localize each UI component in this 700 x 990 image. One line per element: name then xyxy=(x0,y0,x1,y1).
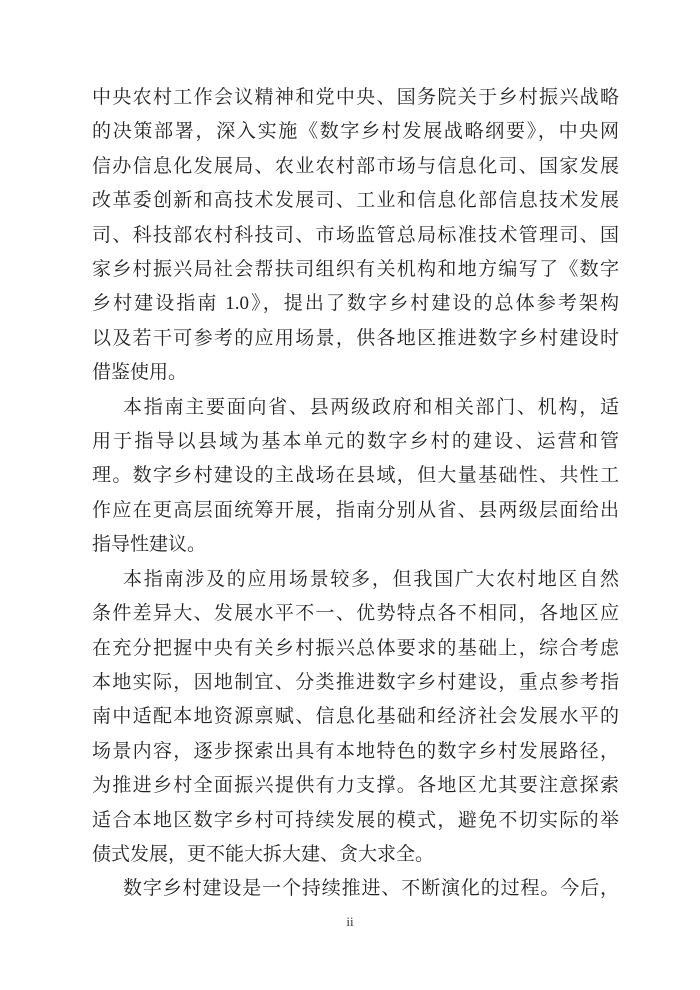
text-line: 信办信息化发展局、农业农村部市场与信息化司、国家发展 xyxy=(92,155,619,177)
text-line: 改革委创新和高技术发展司、工业和信息化部信息技术发展 xyxy=(92,190,619,212)
text-line: 场景内容，逐步探索出具有本地特色的数字乡村发展路径， xyxy=(92,740,619,762)
text-line: 家乡村振兴局社会帮扶司组织有关机构和地方编写了《数字 xyxy=(92,259,619,281)
paragraph xyxy=(92,563,619,873)
text-line: 在充分把握中央有关乡村振兴总体要求的基础上，综合考虑 xyxy=(92,637,619,659)
paragraph xyxy=(92,81,619,391)
page-footer xyxy=(0,914,700,930)
text-line: 乡村建设指南 1.0》，提出了数字乡村建设的总体参考架构 xyxy=(92,293,619,315)
paragraph xyxy=(92,872,619,906)
document-body xyxy=(92,81,619,907)
text-line: 适合本地区数字乡村可持续发展的模式，避免不切实际的举 xyxy=(92,809,619,831)
text-line: 中央农村工作会议精神和党中央、国务院关于乡村振兴战略 xyxy=(92,87,619,108)
text-line: 本指南主要面向省、县两级政府和相关部门、机构，适 xyxy=(123,396,619,418)
text-line: 借鉴使用。 xyxy=(92,362,188,384)
text-line: 以及若干可参考的应用场景，供各地区推进数字乡村建设时 xyxy=(92,327,619,349)
text-line: 条件差异大、发展水平不一、优势特点各不相同，各地区应 xyxy=(92,603,619,625)
text-line: 用于指导以县域为基本单元的数字乡村的建设、运营和管 xyxy=(92,431,619,453)
text-line: 南中适配本地资源禀赋、信息化基础和经济社会发展水平的 xyxy=(92,706,619,728)
text-line: 司、科技部农村科技司、市场监管总局标准技术管理司、国 xyxy=(92,224,619,246)
text-line: 指导性建议。 xyxy=(92,534,207,556)
text-line: 数字乡村建设是一个持续推进、不断演化的过程。今后， xyxy=(123,878,619,900)
text-line: 的决策部署，深入实施《数字乡村发展战略纲要》，中央网 xyxy=(92,121,619,143)
text-line: 本指南涉及的应用场景较多，但我国广大农村地区自然 xyxy=(123,568,619,590)
text-line: 为推进乡村全面振兴提供有力支撑。各地区尤其要注意探索 xyxy=(92,775,619,797)
text-line: 债式发展，更不能大拆大建、贪大求全。 xyxy=(92,843,435,865)
page-number: ii xyxy=(346,914,354,929)
text-line: 理。数字乡村建设的主战场在县域，但大量基础性、共性工 xyxy=(92,465,619,487)
paragraph xyxy=(92,391,619,563)
text-line: 本地实际，因地制宜、分类推进数字乡村建设，重点参考指 xyxy=(92,671,619,693)
text-line: 作应在更高层面统筹开展，指南分别从省、县两级层面给出 xyxy=(92,499,619,521)
